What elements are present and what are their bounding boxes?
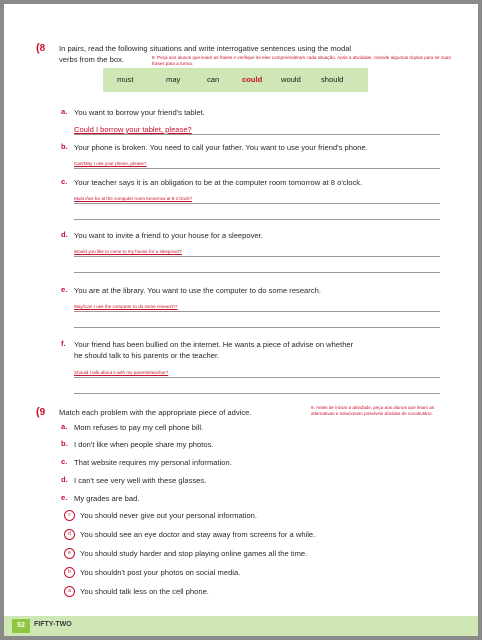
problem-text: That website requires my personal information. xyxy=(74,458,232,467)
question-text: Your phone is broken. You need to call your father. You want to use your friend's phone. xyxy=(74,143,368,152)
answer-circle[interactable]: c xyxy=(64,510,75,521)
answer-circle[interactable]: b xyxy=(64,567,75,578)
question-text: You want to borrow your friend's tablet. xyxy=(74,108,205,117)
answer-line xyxy=(74,377,440,378)
modal-verbs-box xyxy=(103,68,368,92)
exercise-8-teacher-note: 8. Peça aos alunos que leiam as frases e verifique se eles compreenderam cada situação. Após a atividade, convide algumas duplas para ler suas frases para a turma. xyxy=(152,55,451,66)
answer-text: Should I talk about it with my parents/teacher? xyxy=(74,370,169,375)
question-letter: e. xyxy=(61,285,68,294)
problem-letter: b. xyxy=(61,439,68,448)
problem-letter: e. xyxy=(61,493,68,502)
exercise-8-instruction-line2: verbs from the box. xyxy=(59,55,124,64)
page-number: 52 xyxy=(12,619,30,633)
modal-word-highlighted: could xyxy=(242,75,263,84)
exercise-8-number: (8 xyxy=(36,42,46,54)
modal-word: can xyxy=(207,75,220,84)
question-text: You are at the library. You want to use the computer to do some research. xyxy=(74,286,321,295)
problem-letter: c. xyxy=(61,457,68,466)
exercise-9-teacher-note: 9. Antes de iniciar a atividade, peça aos alunos que leiam as alternativas e solucionem possíveis dúvidas de vocabulário. xyxy=(311,405,435,416)
page-footer xyxy=(4,616,478,636)
advice-text: You shouldn't post your photos on social media. xyxy=(80,568,241,577)
question-letter: f. xyxy=(61,339,66,348)
answer-text: Would you like to come to my house for a sleepover? xyxy=(74,249,182,254)
answer-line xyxy=(74,327,440,328)
question-letter: b. xyxy=(61,142,68,151)
question-text: Your teacher says it is an obligation to be at the computer room tomorrow at 8 o'clock. xyxy=(74,178,363,187)
problem-text: My grades are bad. xyxy=(74,494,140,503)
answer-line xyxy=(74,393,440,394)
advice-text: You should see an eye doctor and stay away from screens for a while. xyxy=(80,530,316,539)
answer-text: Could I borrow your tablet, please? xyxy=(74,125,192,134)
problem-letter: a. xyxy=(61,422,68,431)
problem-text: I don't like when people share my photos. xyxy=(74,440,214,449)
problem-text: Mom refuses to pay my cell phone bill. xyxy=(74,423,204,432)
answer-line xyxy=(74,272,440,273)
answer-circle[interactable]: e xyxy=(64,548,75,559)
modal-word: must xyxy=(117,75,134,84)
workbook-page xyxy=(4,4,478,636)
answer-line xyxy=(74,134,440,135)
question-text: he should talk to his parents or the teacher. xyxy=(74,351,220,360)
question-letter: c. xyxy=(61,177,68,186)
modal-word: would xyxy=(281,75,301,84)
answer-line xyxy=(74,219,440,220)
answer-text: May/Can I use the computer to do some research? xyxy=(74,304,178,309)
advice-text: You should talk less on the cell phone. xyxy=(80,587,209,596)
exercise-9-instruction: Match each problem with the appropriate piece of advice. xyxy=(59,408,252,417)
advice-text: You should never give out your personal information. xyxy=(80,511,258,520)
answer-line xyxy=(74,168,440,169)
advice-text: You should study harder and stop playing online games all the time. xyxy=(80,549,308,558)
question-text: You want to invite a friend to your house for a sleepover. xyxy=(74,231,263,240)
answer-line xyxy=(74,256,440,257)
answer-line xyxy=(74,311,440,312)
modal-word: may xyxy=(166,75,181,84)
exercise-9-number: (9 xyxy=(36,406,46,418)
question-letter: d. xyxy=(61,230,68,239)
answer-text: Must I/we be at the computer room tomorrow at 8 o'clock? xyxy=(74,196,193,201)
question-letter: a. xyxy=(61,107,68,116)
problem-letter: d. xyxy=(61,475,68,484)
problem-text: I can't see very well with these glasses. xyxy=(74,476,207,485)
question-text: Your friend has been bullied on the internet. He wants a piece of advise on whether xyxy=(74,340,354,349)
modal-word: should xyxy=(321,75,344,84)
page-number-word: FIFTY-TWO xyxy=(34,621,72,628)
answer-line xyxy=(74,203,440,204)
answer-circle[interactable]: d xyxy=(64,529,75,540)
answer-circle[interactable]: a xyxy=(64,586,75,597)
exercise-8-instruction-line1: In pairs, read the following situations and write interrogative sentences using the modal xyxy=(59,44,352,53)
answer-text: Can/May I use your phone, please? xyxy=(74,161,147,166)
